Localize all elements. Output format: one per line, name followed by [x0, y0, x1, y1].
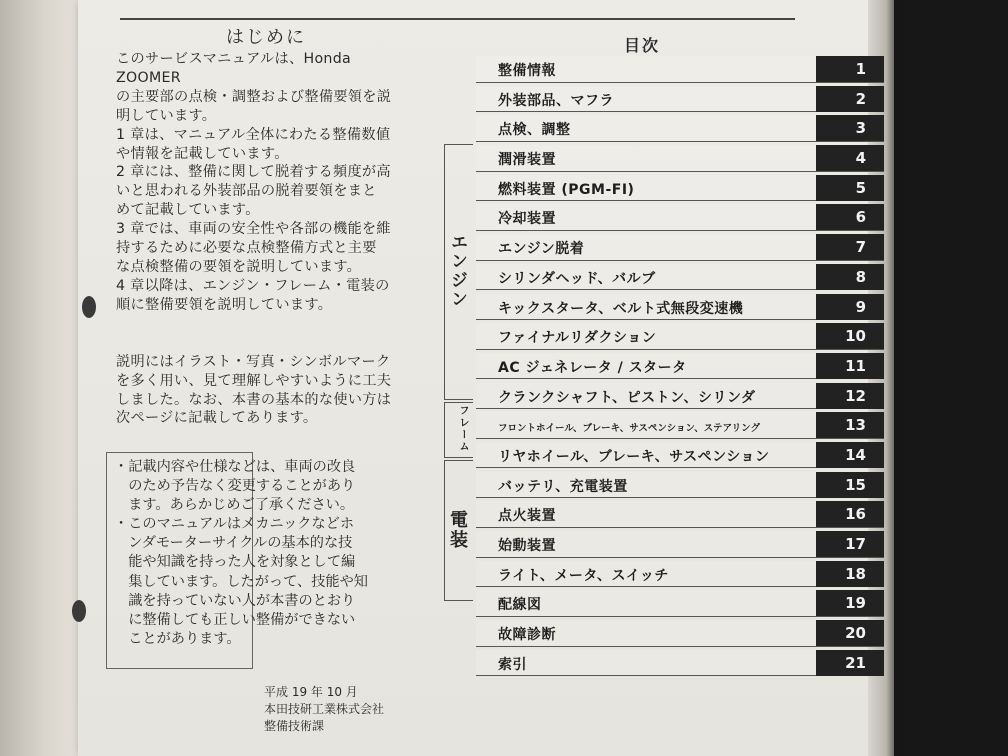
toc-item-label: ファイナルリダクション	[498, 330, 657, 347]
toc-item-12[interactable]	[476, 383, 884, 410]
chapter-number-tab: 6	[816, 204, 884, 230]
notice-line: ・このマニュアルはメカニックなどホ	[114, 516, 355, 533]
chapter-number-tab: 21	[816, 650, 884, 676]
notice-line: 識を持っていない人が本書のとおり	[114, 592, 356, 609]
intro-line: めて記載しています。	[116, 202, 260, 219]
chapter-number-tab: 16	[816, 501, 884, 527]
toc-item-label: キックスタータ、ベルト式無段変速機	[498, 300, 744, 317]
toc-item-label: リヤホイール、ブレーキ、サスペンション	[498, 448, 770, 465]
toc-item-14[interactable]	[476, 442, 884, 469]
toc-group-label: 電装	[447, 509, 468, 550]
table-of-contents	[476, 56, 884, 679]
intro-line: 明しています。	[116, 107, 217, 124]
toc-item-label: 点検、調整	[498, 122, 571, 139]
chapter-number-tab: 20	[816, 620, 884, 646]
toc-item-20[interactable]	[476, 620, 884, 647]
toc-item-1[interactable]	[476, 56, 884, 83]
toc-item-3[interactable]	[476, 115, 884, 142]
binder-hole	[82, 296, 96, 318]
intro-line: を多く用い、見て理解しやすいように工夫	[116, 372, 392, 389]
toc-item-15[interactable]	[476, 472, 884, 499]
toc-item-8[interactable]	[476, 264, 884, 291]
toc-item-18[interactable]	[476, 561, 884, 588]
intro-line: 持するために必要な点検整備方式と主要	[116, 240, 377, 257]
chapter-number-tab: 8	[816, 264, 884, 290]
toc-item-label: 始動装置	[498, 538, 556, 554]
intro-line: 1 章は、マニュアル全体にわたる整備数値	[116, 126, 391, 143]
toc-item-9[interactable]	[476, 294, 884, 321]
chapter-number-tab: 19	[816, 590, 884, 616]
intro-line: いと思われる外装部品の脱着要領をまと	[116, 183, 377, 200]
publish-date: 平成 19 年 10 月	[264, 685, 358, 699]
notice-line: ます。あらかじめご了承ください。	[114, 497, 355, 514]
previous-page-edge	[0, 0, 80, 756]
chapter-number-tab: 12	[816, 383, 884, 409]
toc-title: 目次	[624, 36, 661, 55]
chapter-number-tab: 1	[816, 56, 884, 82]
toc-item-label: AC ジェネレータ / スタータ	[498, 359, 687, 376]
binder-hole	[72, 600, 86, 622]
toc-item-label: 外装部品、マフラ	[498, 92, 614, 109]
chapter-number-tab: 17	[816, 531, 884, 557]
intro-line: このサービスマニュアルは、Honda ZOOMER	[116, 51, 352, 86]
toc-item-label: エンジン脱着	[498, 241, 585, 258]
intro-line: な点検整備の要領を説明しています。	[116, 258, 362, 275]
toc-group-label: フレーム	[457, 405, 468, 454]
toc-item-10[interactable]	[476, 323, 884, 350]
toc-item-label: 索引	[498, 656, 527, 673]
toc-item-21[interactable]	[476, 650, 884, 677]
chapter-number-tab: 11	[816, 353, 884, 379]
intro-line: 4 章以降は、エンジン・フレーム・電装の	[116, 277, 390, 294]
chapter-number-tab: 5	[816, 175, 884, 201]
chapter-number-tab: 2	[816, 86, 884, 112]
toc-item-4[interactable]	[476, 145, 884, 172]
chapter-number-tab: 18	[816, 561, 884, 587]
toc-item-6[interactable]	[476, 204, 884, 231]
header-rule	[120, 18, 795, 20]
chapter-number-tab: 7	[816, 234, 884, 260]
intro-line: しました。なお、本書の基本的な使い方は	[116, 391, 392, 408]
toc-item-2[interactable]	[476, 86, 884, 113]
notice-line: ンダモーターサイクルの基本的な技	[114, 535, 353, 552]
intro-line: や情報を記載しています。	[116, 145, 289, 162]
toc-item-label: バッテリ、充電装置	[498, 478, 628, 495]
company-name: 本田技研工業株式会社	[264, 702, 385, 716]
toc-item-19[interactable]	[476, 590, 884, 617]
publisher-info	[264, 684, 384, 735]
toc-item-label: 燃料装置 (PGM-FI)	[498, 181, 635, 198]
intro-text	[116, 50, 416, 428]
notice-line: 集しています。したがって、技能や知	[114, 573, 368, 590]
notice-line: ・記載内容や仕様などは、車両の改良	[114, 459, 356, 475]
toc-item-label: クランクシャフト、ピストン、シリンダ	[498, 389, 756, 406]
toc-item-13[interactable]	[476, 412, 884, 439]
notice-line: 能や知識を持った人を対象として編	[114, 554, 356, 571]
toc-item-5[interactable]	[476, 175, 884, 202]
chapter-number-tab: 4	[816, 145, 884, 171]
notice-line: に整備しても正しい整備ができない	[114, 611, 356, 628]
notice-line: ことがあります。	[114, 630, 241, 647]
notice-text	[114, 458, 414, 649]
toc-item-label: 点火装置	[498, 508, 556, 525]
toc-item-7[interactable]	[476, 234, 884, 261]
toc-item-label: 冷却装置	[498, 211, 556, 228]
chapter-number-tab: 3	[816, 115, 884, 141]
intro-line: 次ページに記載してあります。	[116, 410, 318, 427]
chapter-number-tab: 15	[816, 472, 884, 498]
intro-title: はじめに	[226, 27, 306, 48]
department-name: 整備技術課	[264, 719, 325, 733]
toc-group-label: エンジン	[447, 233, 467, 310]
intro-line: 順に整備要領を説明しています。	[116, 296, 333, 313]
toc-item-label: シリンダヘッド、バルブ	[498, 270, 656, 287]
toc-item-label: 整備情報	[498, 63, 556, 79]
toc-item-11[interactable]	[476, 353, 884, 380]
toc-item-label: ライト、メータ、スイッチ	[498, 567, 669, 584]
toc-item-16[interactable]	[476, 501, 884, 528]
toc-item-label: 潤滑装置	[498, 152, 556, 169]
intro-line: 2 章には、整備に関して脱着する頻度が高	[116, 164, 391, 181]
chapter-number-tab: 9	[816, 294, 884, 320]
chapter-number-tab: 10	[816, 323, 884, 349]
notice-line: のため予告なく変更することがあり	[114, 478, 356, 495]
chapter-number-tab: 14	[816, 442, 884, 468]
intro-line: 説明にはイラスト・写真・シンボルマーク	[116, 353, 391, 370]
chapter-number-tab: 13	[816, 412, 884, 438]
toc-item-label: 故障診断	[498, 627, 556, 644]
intro-line: の主要部の点検・調整および整備要領を説	[116, 88, 392, 105]
toc-item-17[interactable]	[476, 531, 884, 558]
intro-line: 3 章では、車両の安全性や各部の機能を維	[116, 221, 391, 238]
toc-item-label: フロントホイール、ブレーキ、サスペンション、ステアリング	[498, 423, 760, 435]
toc-item-label: 配線図	[498, 597, 542, 614]
